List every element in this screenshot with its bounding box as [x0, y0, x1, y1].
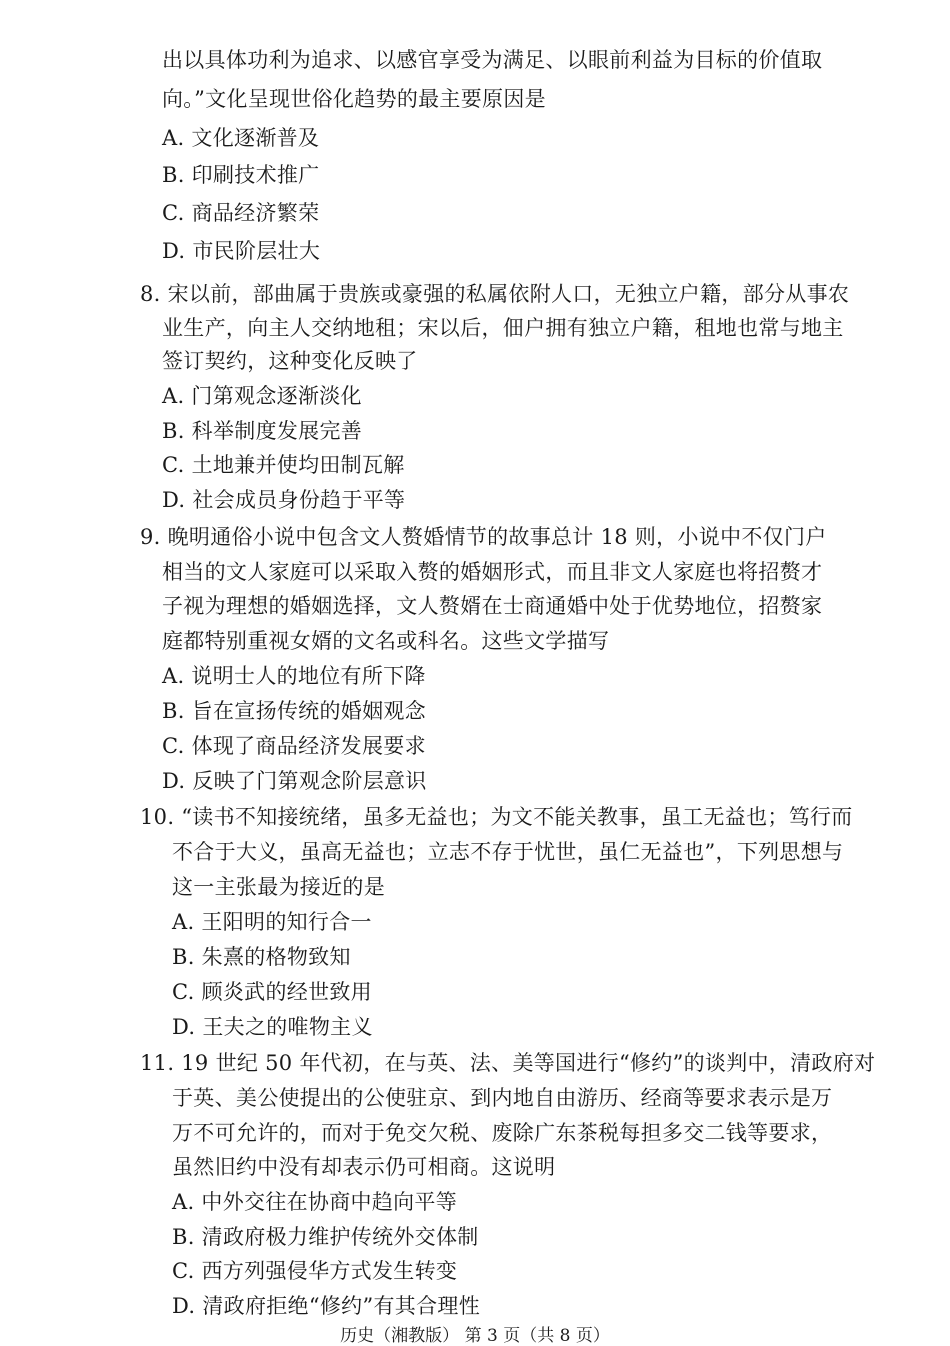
- q9-option-b: B. 旨在宣扬传统的婚姻观念: [162, 699, 426, 723]
- q10-option-b: B. 朱熹的格物致知: [172, 945, 351, 969]
- q10-option-d: D. 王夫之的唯物主义: [172, 1015, 373, 1039]
- q11-option-c: C. 西方列强侵华方式发生转变: [172, 1259, 458, 1283]
- q11-option-d: D. 清政府拒绝“修约”有其合理性: [172, 1294, 481, 1318]
- q7-option-b: B. 印刷技术推广: [162, 163, 320, 187]
- q8-option-c: C. 土地兼并使均田制瓦解: [162, 453, 405, 477]
- q11-text-line-4: 虽然旧约中没有却表示仍可相商。这说明: [172, 1155, 556, 1179]
- q7-option-c: C. 商品经济繁荣: [162, 201, 320, 225]
- q7-option-d: D. 市民阶层壮大: [162, 239, 321, 263]
- q9-text-line-4: 庭都特别重视女婿的文名或科名。这些文学描写: [162, 629, 610, 653]
- q9-option-c: C. 体现了商品经济发展要求: [162, 734, 426, 758]
- q10-text-line-3: 这一主张最为接近的是: [172, 875, 385, 899]
- q8-option-b: B. 科举制度发展完善: [162, 419, 363, 443]
- q7-text-line-2: 向。”文化呈现世俗化趋势的最主要原因是: [162, 87, 546, 111]
- q11-text-line-3: 万不可允许的，而对于免交欠税、废除广东茶税每担多交二钱等要求，: [172, 1121, 833, 1145]
- q8-option-a: A. 门第观念逐渐淡化: [162, 384, 362, 408]
- q9-option-d: D. 反映了门第观念阶层意识: [162, 769, 427, 793]
- q10-option-a: A. 王阳明的知行合一: [172, 910, 372, 934]
- q11-text-line-1: 11. 19 世纪 50 年代初，在与英、法、美等国进行“修约”的谈判中，清政府对: [140, 1051, 876, 1075]
- q10-text-line-2: 不合于大义，虽高无益也；立志不存于忧世，虽仁无益也”，下列思想与: [172, 840, 844, 864]
- q11-text-line-2: 于英、美公使提出的公使驻京、到内地自由游历、经商等要求表示是万: [172, 1086, 833, 1110]
- q11-option-b: B. 清政府极力维护传统外交体制: [172, 1225, 479, 1249]
- q8-text-line-3: 签订契约，这种变化反映了: [162, 349, 418, 373]
- page-footer: 历史（湘教版） 第 3 页（共 8 页）: [340, 1326, 610, 1346]
- q9-text-line-2: 相当的文人家庭可以采取入赘的婚姻形式，而且非文人家庭也将招赘才: [162, 560, 823, 584]
- q8-option-d: D. 社会成员身份趋于平等: [162, 488, 406, 512]
- q8-text-line-2: 业生产，向主人交纳地租；宋以后，佃户拥有独立户籍，租地也常与地主: [162, 316, 844, 340]
- q7-option-a: A. 文化逐渐普及: [162, 126, 320, 150]
- q9-text-line-3: 子视为理想的婚姻选择，文人赘婿在士商通婚中处于优势地位，招赘家: [162, 594, 823, 618]
- q9-option-a: A. 说明士人的地位有所下降: [162, 664, 426, 688]
- q7-text-line-1: 出以具体功利为追求、以感官享受为满足、以眼前利益为目标的价值取: [162, 48, 823, 72]
- q10-text-line-1: 10. “读书不知接统绪，虽多无益也；为文不能关教事，虽工无益也；笃行而: [140, 805, 853, 829]
- q10-option-c: C. 顾炎武的经世致用: [172, 980, 372, 1004]
- q9-text-line-1: 9. 晚明通俗小说中包含文人赘婚情节的故事总计 18 则，小说中不仅门户: [140, 525, 827, 549]
- q11-option-a: A. 中外交往在协商中趋向平等: [172, 1190, 458, 1214]
- q8-text-line-1: 8. 宋以前，部曲属于贵族或豪强的私属依附人口，无独立户籍，部分从事农: [140, 282, 850, 306]
